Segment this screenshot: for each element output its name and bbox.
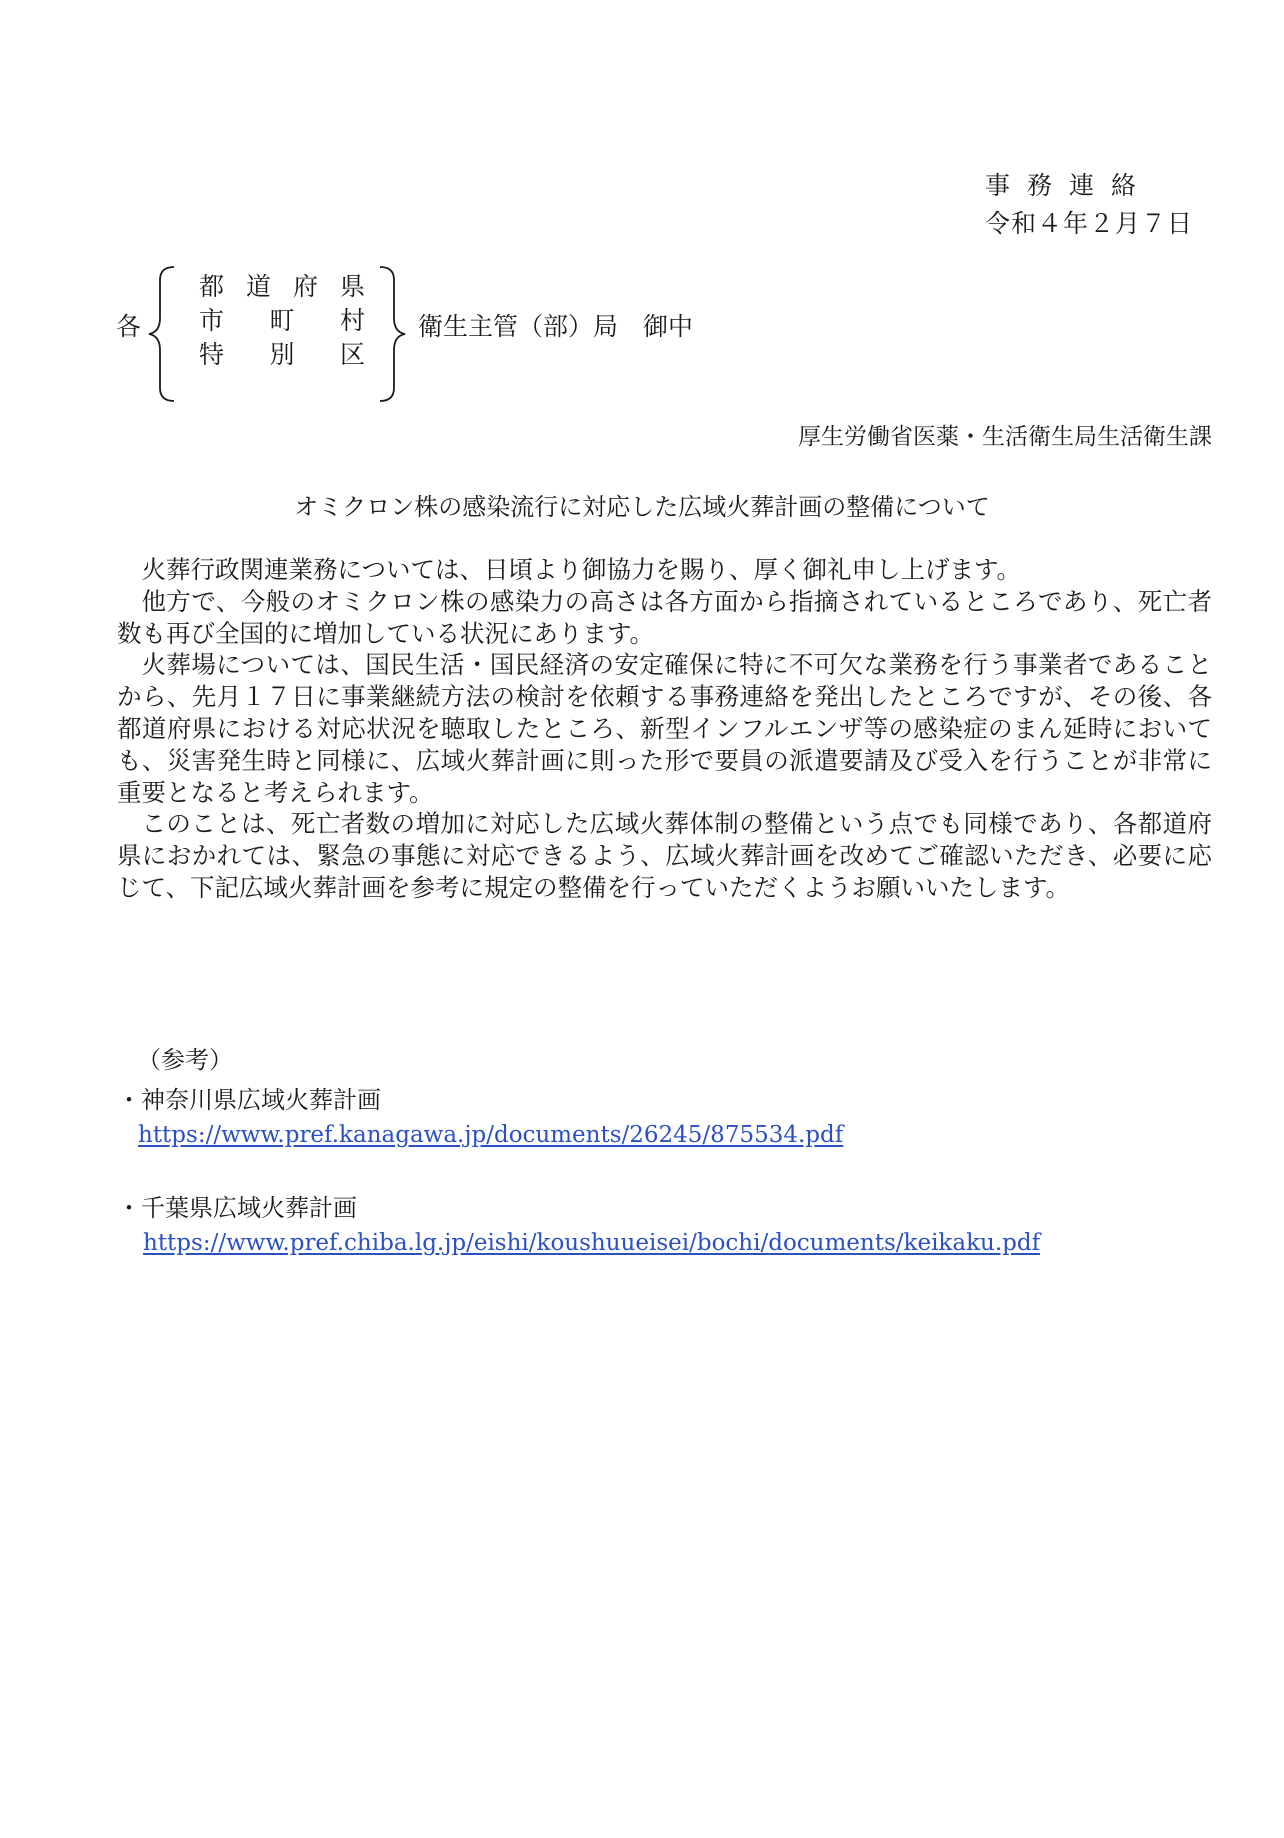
- subject-title: オミクロン株の感染流行に対応した広域火葬計画の整備について: [294, 493, 990, 521]
- reference-link[interactable]: https://www.pref.kanagawa.jp/documents/26245/875534.pdf: [138, 1122, 844, 1148]
- body-paragraph: 火葬場については、国民生活・国民経済の安定確保に特に不可欠な業務を行う事業者であることから、先月１７日に事業継続方法の検討を依頼する事務連絡を発出したところですが、その後、各都道府県における対応状況を聴取したところ、新型インフルエンザ等の感染症のまん延時においても、災害発生時と同様に、広域火葬計画に則った形で要員の派遣要請及び受入を行うことが非常に重要となると考えられます。: [117, 650, 1212, 807]
- body-paragraph: このことは、死亡者数の増加に対応した広域火葬体制の整備という点でも同様であり、各都道府県におかれては、緊急の事態に対応できるよう、広域火葬計画を改めてご確認いただき、必要に応じて、下記広域火葬計画を参考に規定の整備を行っていただくようお願いいたします。: [117, 809, 1212, 902]
- addressee-line: 特別区: [199, 340, 365, 369]
- reference-link[interactable]: https://www.pref.chiba.lg.jp/eishi/koushuueisei/bochi/documents/keikaku.pdf: [143, 1230, 1041, 1256]
- reference-item-name: ・神奈川県広域火葬計画: [117, 1086, 381, 1114]
- addressee-list: [199, 270, 365, 372]
- references-heading: （参考）: [137, 1046, 233, 1074]
- body-paragraph: 他方で、今般のオミクロン株の感染力の高さは各方面から指摘されているところであり、死亡者数も再び全国的に増加している状況にあります。: [117, 586, 1212, 648]
- right-brace-icon: [376, 264, 408, 404]
- addressee-line: 市町村: [199, 306, 365, 335]
- document-date: 令和４年２月７日: [985, 209, 1194, 238]
- reference-item-name: ・千葉県広域火葬計画: [117, 1194, 357, 1222]
- document-type-label: 事務連絡: [985, 171, 1154, 200]
- addressee-line: 都道府県: [199, 272, 365, 301]
- addressee-suffix: 衛生主管（部）局 御中: [418, 312, 694, 341]
- sender: 厚生労働省医薬・生活衛生局生活衛生課: [798, 424, 1212, 450]
- left-brace-icon: [146, 264, 178, 404]
- body-paragraph: 火葬行政関連業務については、日頃より御協力を賜り、厚く御礼申し上げます。: [141, 555, 1022, 584]
- addressee-prefix: 各: [116, 312, 142, 341]
- body-text: [117, 554, 1212, 904]
